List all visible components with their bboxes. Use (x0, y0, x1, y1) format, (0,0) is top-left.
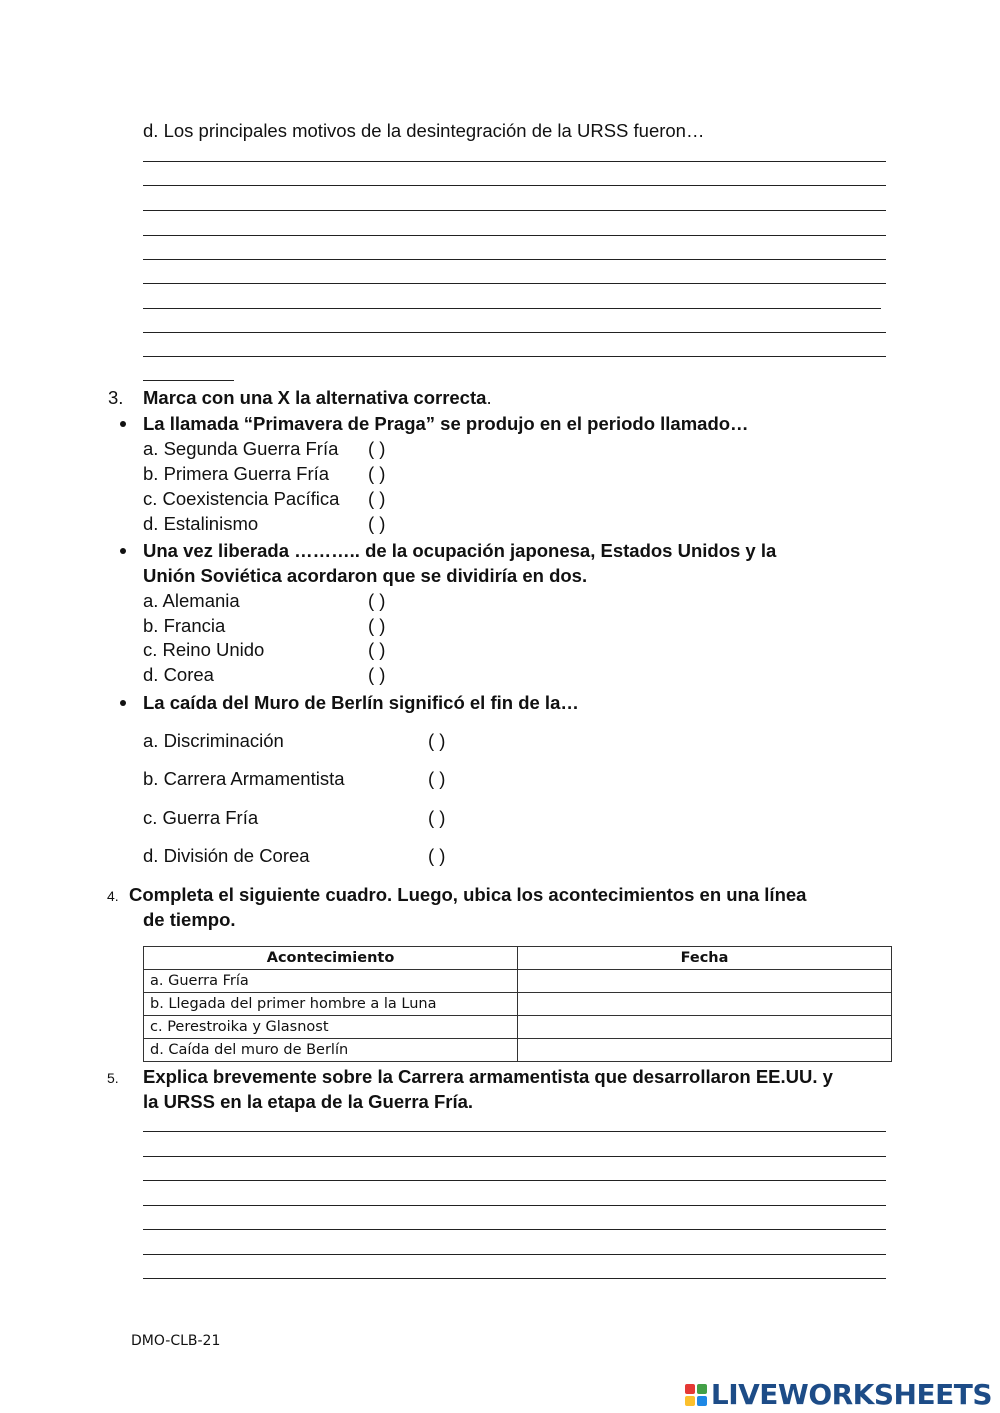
answer-line[interactable] (143, 308, 881, 309)
q3-item3-question: La caída del Muro de Berlín significó el fin de la… (143, 692, 579, 713)
answer-line-short[interactable] (143, 380, 234, 381)
answer-paren[interactable]: ( ) (368, 463, 386, 484)
q3-title (143, 387, 492, 409)
answer-line[interactable] (143, 210, 886, 211)
q3-item1-option-c: c. Coexistencia Pacífica (143, 488, 340, 509)
table-row (144, 993, 892, 1016)
bullet-icon (120, 548, 126, 554)
answer-line[interactable] (143, 356, 886, 357)
answer-line[interactable] (143, 332, 886, 333)
table-cell-event: c. Perestroika y Glasnost (144, 1016, 518, 1039)
table-cell-event: a. Guerra Fría (144, 970, 518, 993)
q4-line2: de tiempo. (143, 909, 236, 930)
q3-item3-option-c: c. Guerra Fría (143, 807, 259, 828)
answer-paren[interactable]: ( ) (428, 845, 446, 866)
q5-line2: la URSS en la etapa de la Guerra Fría. (143, 1091, 474, 1112)
logo-square (697, 1396, 707, 1406)
question-d-text: d. Los principales motivos de la desintegración de la URSS fueron… (143, 120, 705, 141)
q3-item2-option-a: a. Alemania (143, 590, 240, 611)
table-row (144, 970, 892, 993)
answer-paren[interactable]: ( ) (368, 615, 386, 636)
answer-line[interactable] (143, 185, 886, 186)
logo-square (685, 1384, 695, 1394)
answer-line[interactable] (143, 1180, 886, 1181)
table-cell-event: b. Llegada del primer hombre a la Luna (144, 993, 518, 1016)
logo-square (685, 1396, 695, 1406)
q3-item3-option-d: d. División de Corea (143, 845, 310, 866)
q5-line1: Explica brevemente sobre la Carrera armamentista que desarrollaron EE.UU. y (143, 1066, 833, 1087)
events-table (143, 946, 892, 1062)
logo-square (697, 1384, 707, 1394)
answer-line[interactable] (143, 1229, 886, 1230)
answer-line[interactable] (143, 235, 886, 236)
answer-paren[interactable]: ( ) (368, 438, 386, 459)
q3-item2-option-b: b. Francia (143, 615, 226, 636)
q3-item1-option-a: a. Segunda Guerra Fría (143, 438, 339, 459)
answer-line[interactable] (143, 283, 886, 284)
table-cell-date[interactable] (518, 1016, 892, 1039)
answer-line[interactable] (143, 1131, 886, 1132)
q3-item2-option-d: d. Corea (143, 664, 214, 685)
table-cell-date[interactable] (518, 993, 892, 1016)
logo-squares-icon (685, 1384, 707, 1406)
table-cell-date[interactable] (518, 970, 892, 993)
q3-number: 3. (108, 387, 124, 408)
table-header-row (144, 947, 892, 970)
q3-item2-option-c: c. Reino Unido (143, 639, 265, 660)
q3-title-text: Marca con una X la alternativa correcta (143, 387, 487, 408)
answer-line[interactable] (143, 1278, 886, 1279)
answer-paren[interactable]: ( ) (368, 664, 386, 685)
q3-item1-option-d: d. Estalinismo (143, 513, 259, 534)
q4-number: 4. (107, 888, 119, 904)
answer-line[interactable] (143, 1156, 886, 1157)
q3-item2-question-line1: Una vez liberada ……….. de la ocupación japonesa, Estados Unidos y la (143, 540, 777, 561)
q3-title-period: . (486, 387, 492, 408)
answer-paren[interactable]: ( ) (368, 488, 386, 509)
table-header-event: Acontecimiento (144, 947, 518, 970)
answer-line[interactable] (143, 1205, 886, 1206)
q3-item1-question: La llamada “Primavera de Praga” se produjo en el periodo llamado… (143, 413, 749, 434)
q4-line1: Completa el siguiente cuadro. Luego, ubica los acontecimientos en una línea (129, 884, 807, 905)
bullet-icon (120, 421, 126, 427)
answer-paren[interactable]: ( ) (428, 768, 446, 789)
table-cell-event: d. Caída del muro de Berlín (144, 1039, 518, 1062)
logo-wordmark: LIVEWORKSHEETS (710, 1378, 992, 1411)
document-code: DMO-CLB-21 (131, 1333, 221, 1349)
q3-item2-question-line2: Unión Soviética acordaron que se dividiría en dos. (143, 565, 588, 586)
table-row (144, 1039, 892, 1062)
answer-line[interactable] (143, 1254, 886, 1255)
answer-paren[interactable]: ( ) (368, 590, 386, 611)
bullet-icon (120, 700, 126, 706)
answer-line[interactable] (143, 161, 886, 162)
answer-paren[interactable]: ( ) (428, 730, 446, 751)
answer-line[interactable] (143, 259, 886, 260)
table-header-date: Fecha (518, 947, 892, 970)
answer-paren[interactable]: ( ) (428, 807, 446, 828)
table-cell-date[interactable] (518, 1039, 892, 1062)
answer-paren[interactable]: ( ) (368, 513, 386, 534)
q5-number: 5. (107, 1070, 119, 1086)
q3-item3-option-b: b. Carrera Armamentista (143, 768, 345, 789)
table-row (144, 1016, 892, 1039)
q3-item3-option-a: a. Discriminación (143, 730, 284, 751)
liveworksheets-logo (685, 1378, 992, 1411)
q3-item1-option-b: b. Primera Guerra Fría (143, 463, 330, 484)
answer-paren[interactable]: ( ) (368, 639, 386, 660)
